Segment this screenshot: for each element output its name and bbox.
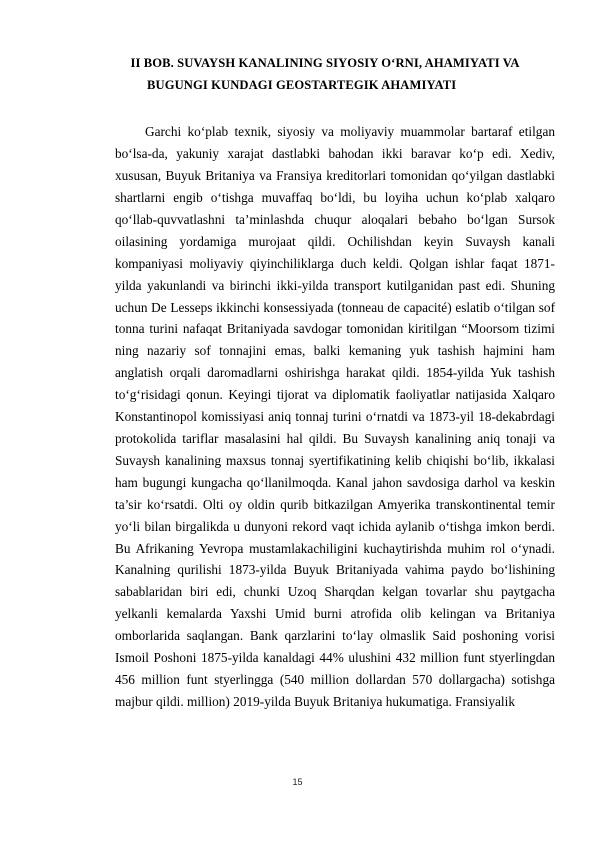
chapter-heading-line-1: II BOB. SUVAYSH KANALINING SIYOSIY O‘RNI, AHAMIYATI VA bbox=[130, 56, 520, 70]
chapter-heading-line-2: BUGUNGI KUNDAGI GEOSTARTEGIK AHAMIYATI bbox=[147, 78, 457, 92]
page-number: 15 bbox=[292, 777, 303, 787]
chapter-heading bbox=[95, 52, 555, 96]
body-paragraph: Garchi ko‘plab texnik, siyosiy va moliyaviy muammolar bartaraf etilgan bo‘lsa-da, yakuniy xarajat dastlabki bahodan ikki baravar ko‘p edi. Xediv, xususan, Buyuk Britaniya va Fransiya kreditorlari tomonidan qo‘yilgan dastlabki shartlarni engib o‘tishga muvaffaq bo‘ldi, bu loyiha uchun ko‘plab xalqaro qo‘llab-quvvatlashni ta’minlashda chuqur aloqalari bebaho bo‘lgan Sursok oilasining yordamiga murojaat qildi. Ochilishdan keyin Suvaysh kanali kompaniyasi moliyaviy qiyinchiliklarga duch keldi. Qolgan ishlar faqat 1871-yilda yakunlandi va birinchi ikki-yilda transport kutilganidan past edi. Shuning uchun De Lesseps ikkinchi konsessiyada (tonneau de capacité) eslatib o‘tilgan sof tonna turini nafaqat Britaniyada savdogar tomonidan kiritilgan “Moorsom tizimi ning nazariy sof tonnajini emas, balki kemaning yuk tashish hajmini ham anglatish orqali daromadlarni oshirishga harakat qildi. 1854-yilda Yuk tashish to‘g‘risidagi qonun. Keyingi tijorat va diplomatik faoliyatlar natijasida Xalqaro Konstantinopol komissiyasi aniq tonnaj turini o‘rnatdi va 1873-yil 18-dekabrdagi protokolida tariflar masalasini hal qildi. Bu Suvaysh kanalining aniq tonaji va Suvaysh kanalining maxsus tonnaj syertifikatining kelib chiqishi bo‘lib, ikkalasi ham bugungi kungacha qo‘llanilmoqda. Kanal jahon savdosiga darhol va keskin ta’sir ko‘rsatdi. Olti oy oldin qurib bitkazilgan Amyerika transkontinental temir yo‘li bilan birgalikda u dunyoni rekord vaqt ichida aylanib o‘tishga imkon berdi. Bu Afrikaning Yevropa mustamlakachiligini kuchaytirishda muhim rol o‘ynadi. Kanalning qurilishi 1873-yilda Buyuk Britaniyada vahima paydo bo‘lishining sabablaridan biri edi, chunki Uzoq Sharqdan kelgan tovarlar shu paytgacha yelkanli kemalarda Yaxshi Umid burni atrofida olib kelingan va Britaniya omborlarida saqlangan. Bank qarzlarini to‘lay olmaslik Said poshoning vorisi Ismoil Poshoni 1875-yilda kanaldagi 44% ulushini 432 million funt styerlingdan 456 million funt styerlingga (540 million dollardan 570 dollargacha) sotishga majbur qildi. million) 2019-yilda Buyuk Britaniya hukumatiga. Fransiyalik bbox=[115, 124, 555, 709]
